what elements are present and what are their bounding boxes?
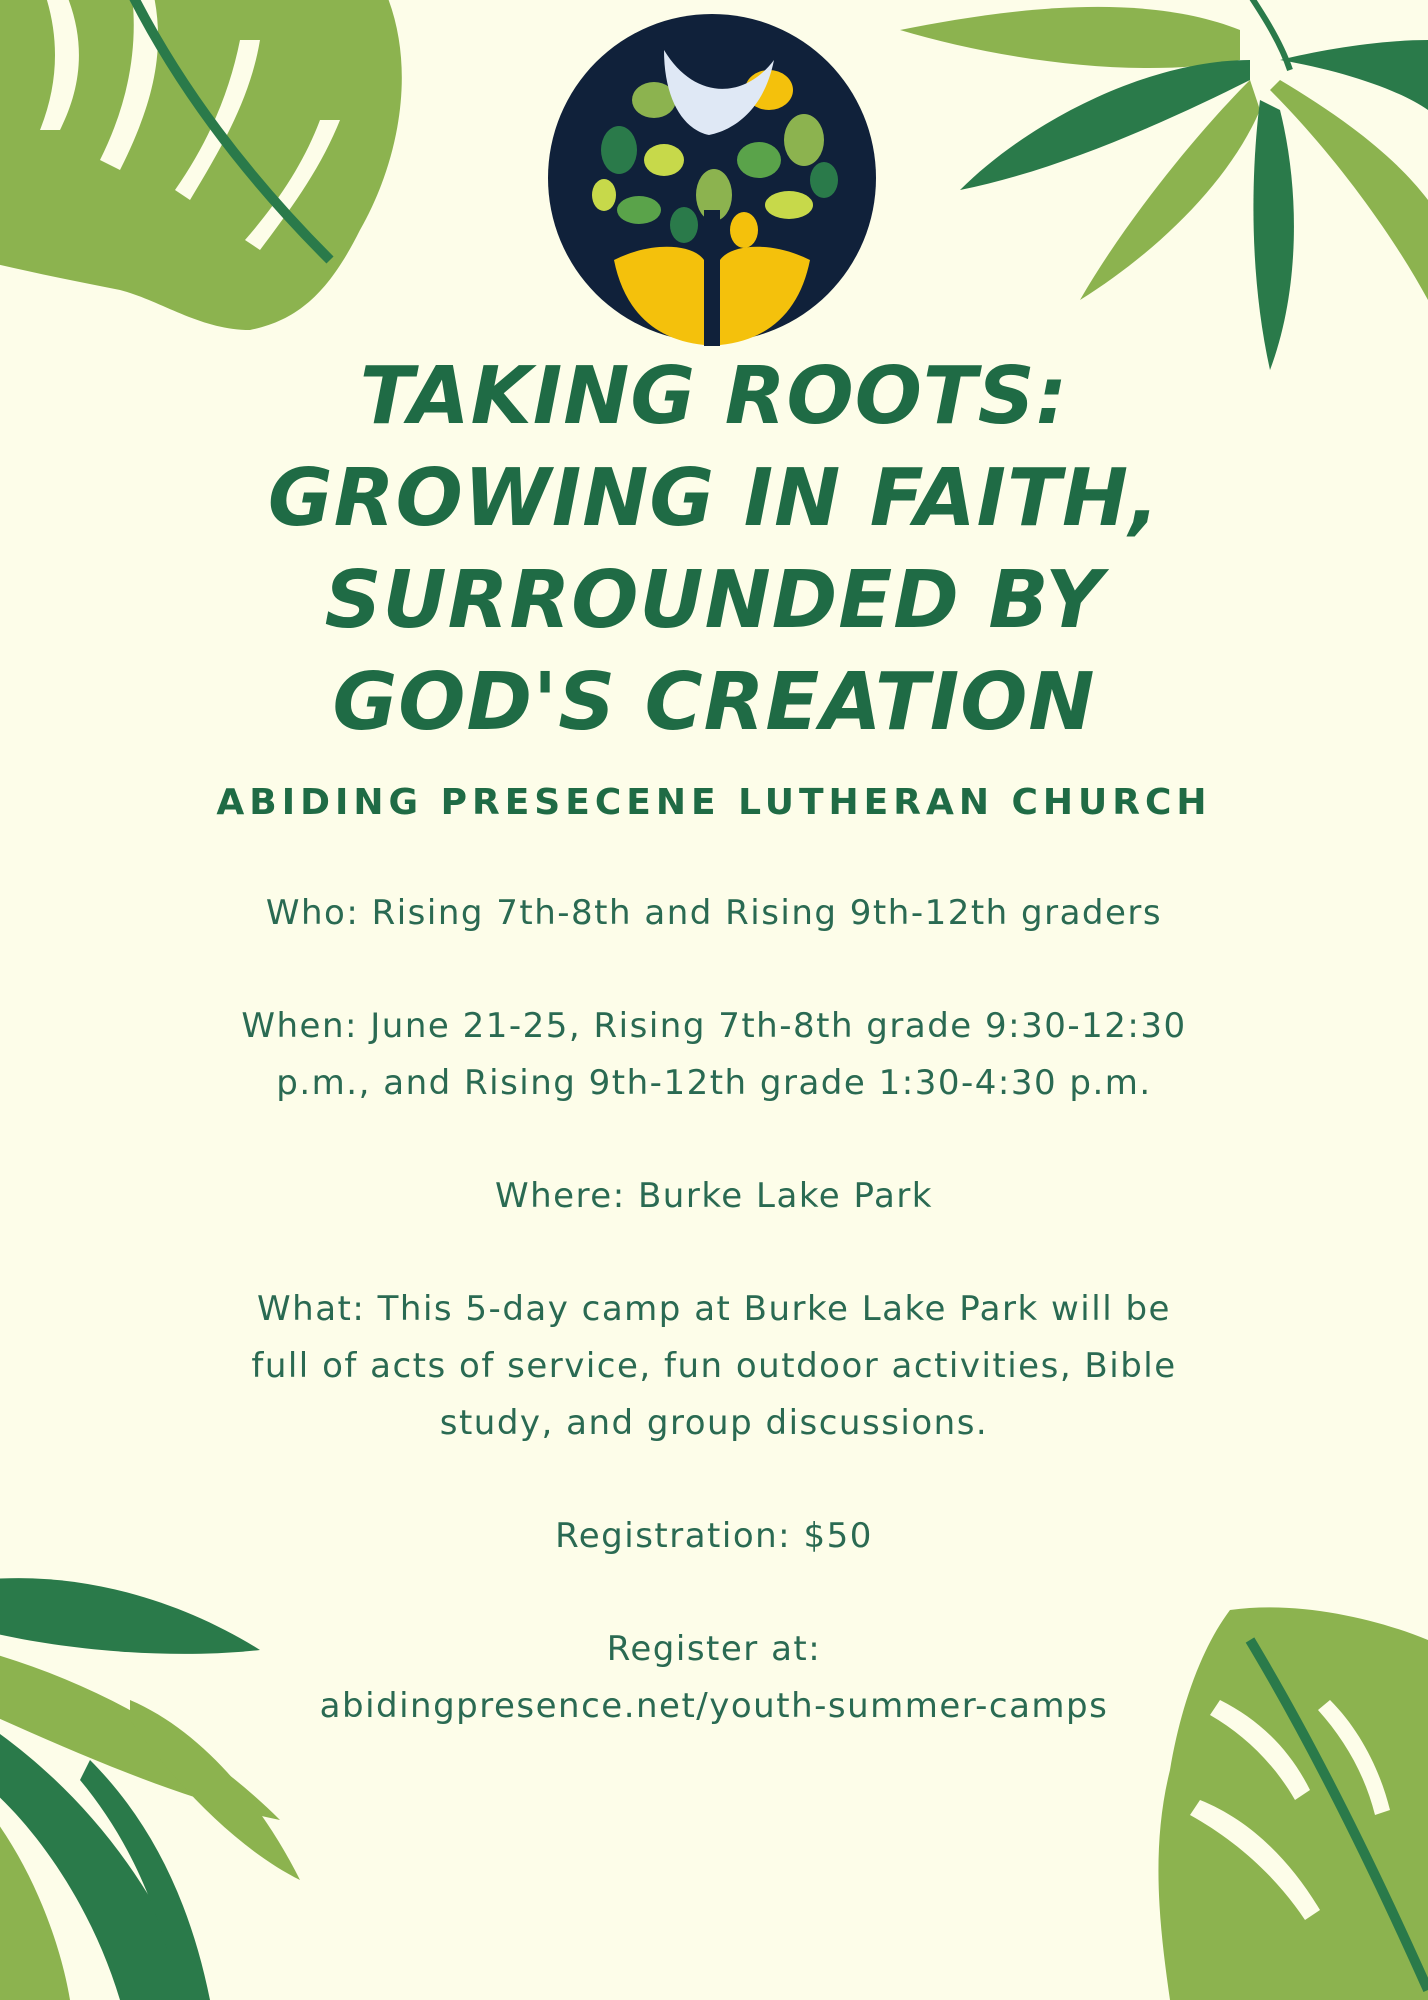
- who-text: Who: Rising 7th-8th and Rising 9th-12th graders: [265, 893, 1163, 933]
- tree-trunk: [614, 247, 704, 345]
- when-text-line: p.m., and Rising 9th-12th grade 1:30-4:30 p.m.: [276, 1063, 1152, 1103]
- church-logo: [544, 10, 880, 346]
- register-url: abidingpresence.net/youth-summer-camps: [319, 1686, 1109, 1726]
- register-paragraph: [170, 1621, 1258, 1735]
- title-line: GROWING IN FAITH,: [267, 452, 1161, 544]
- title-line: GOD'S CREATION: [332, 656, 1096, 748]
- what-text-line: study, and group discussions.: [439, 1403, 989, 1443]
- register-label: Register at:: [606, 1629, 822, 1669]
- registration-paragraph: [170, 1508, 1258, 1565]
- event-details: [170, 885, 1258, 1791]
- when-paragraph: [170, 998, 1258, 1112]
- what-text-line: full of acts of service, fun outdoor activities, Bible: [251, 1346, 1177, 1386]
- what-paragraph: [170, 1281, 1258, 1452]
- who-paragraph: [170, 885, 1258, 942]
- when-text-line: When: June 21-25, Rising 7th-8th grade 9:30-12:30: [241, 1006, 1187, 1046]
- where-paragraph: [170, 1168, 1258, 1225]
- what-text-line: What: This 5-day camp at Burke Lake Park will be: [257, 1289, 1171, 1329]
- palm-leaf-top-right: [900, 0, 1428, 370]
- event-title: [160, 345, 1268, 753]
- where-text: Where: Burke Lake Park: [494, 1176, 933, 1216]
- monstera-leaf-top-left: [0, 0, 402, 330]
- title-line: SURROUNDED BY: [324, 554, 1104, 646]
- title-line: TAKING ROOTS:: [359, 350, 1069, 442]
- church-name: ABIDING PRESECENE LUTHERAN CHURCH: [216, 782, 1212, 823]
- registration-fee: Registration: $50: [555, 1516, 873, 1556]
